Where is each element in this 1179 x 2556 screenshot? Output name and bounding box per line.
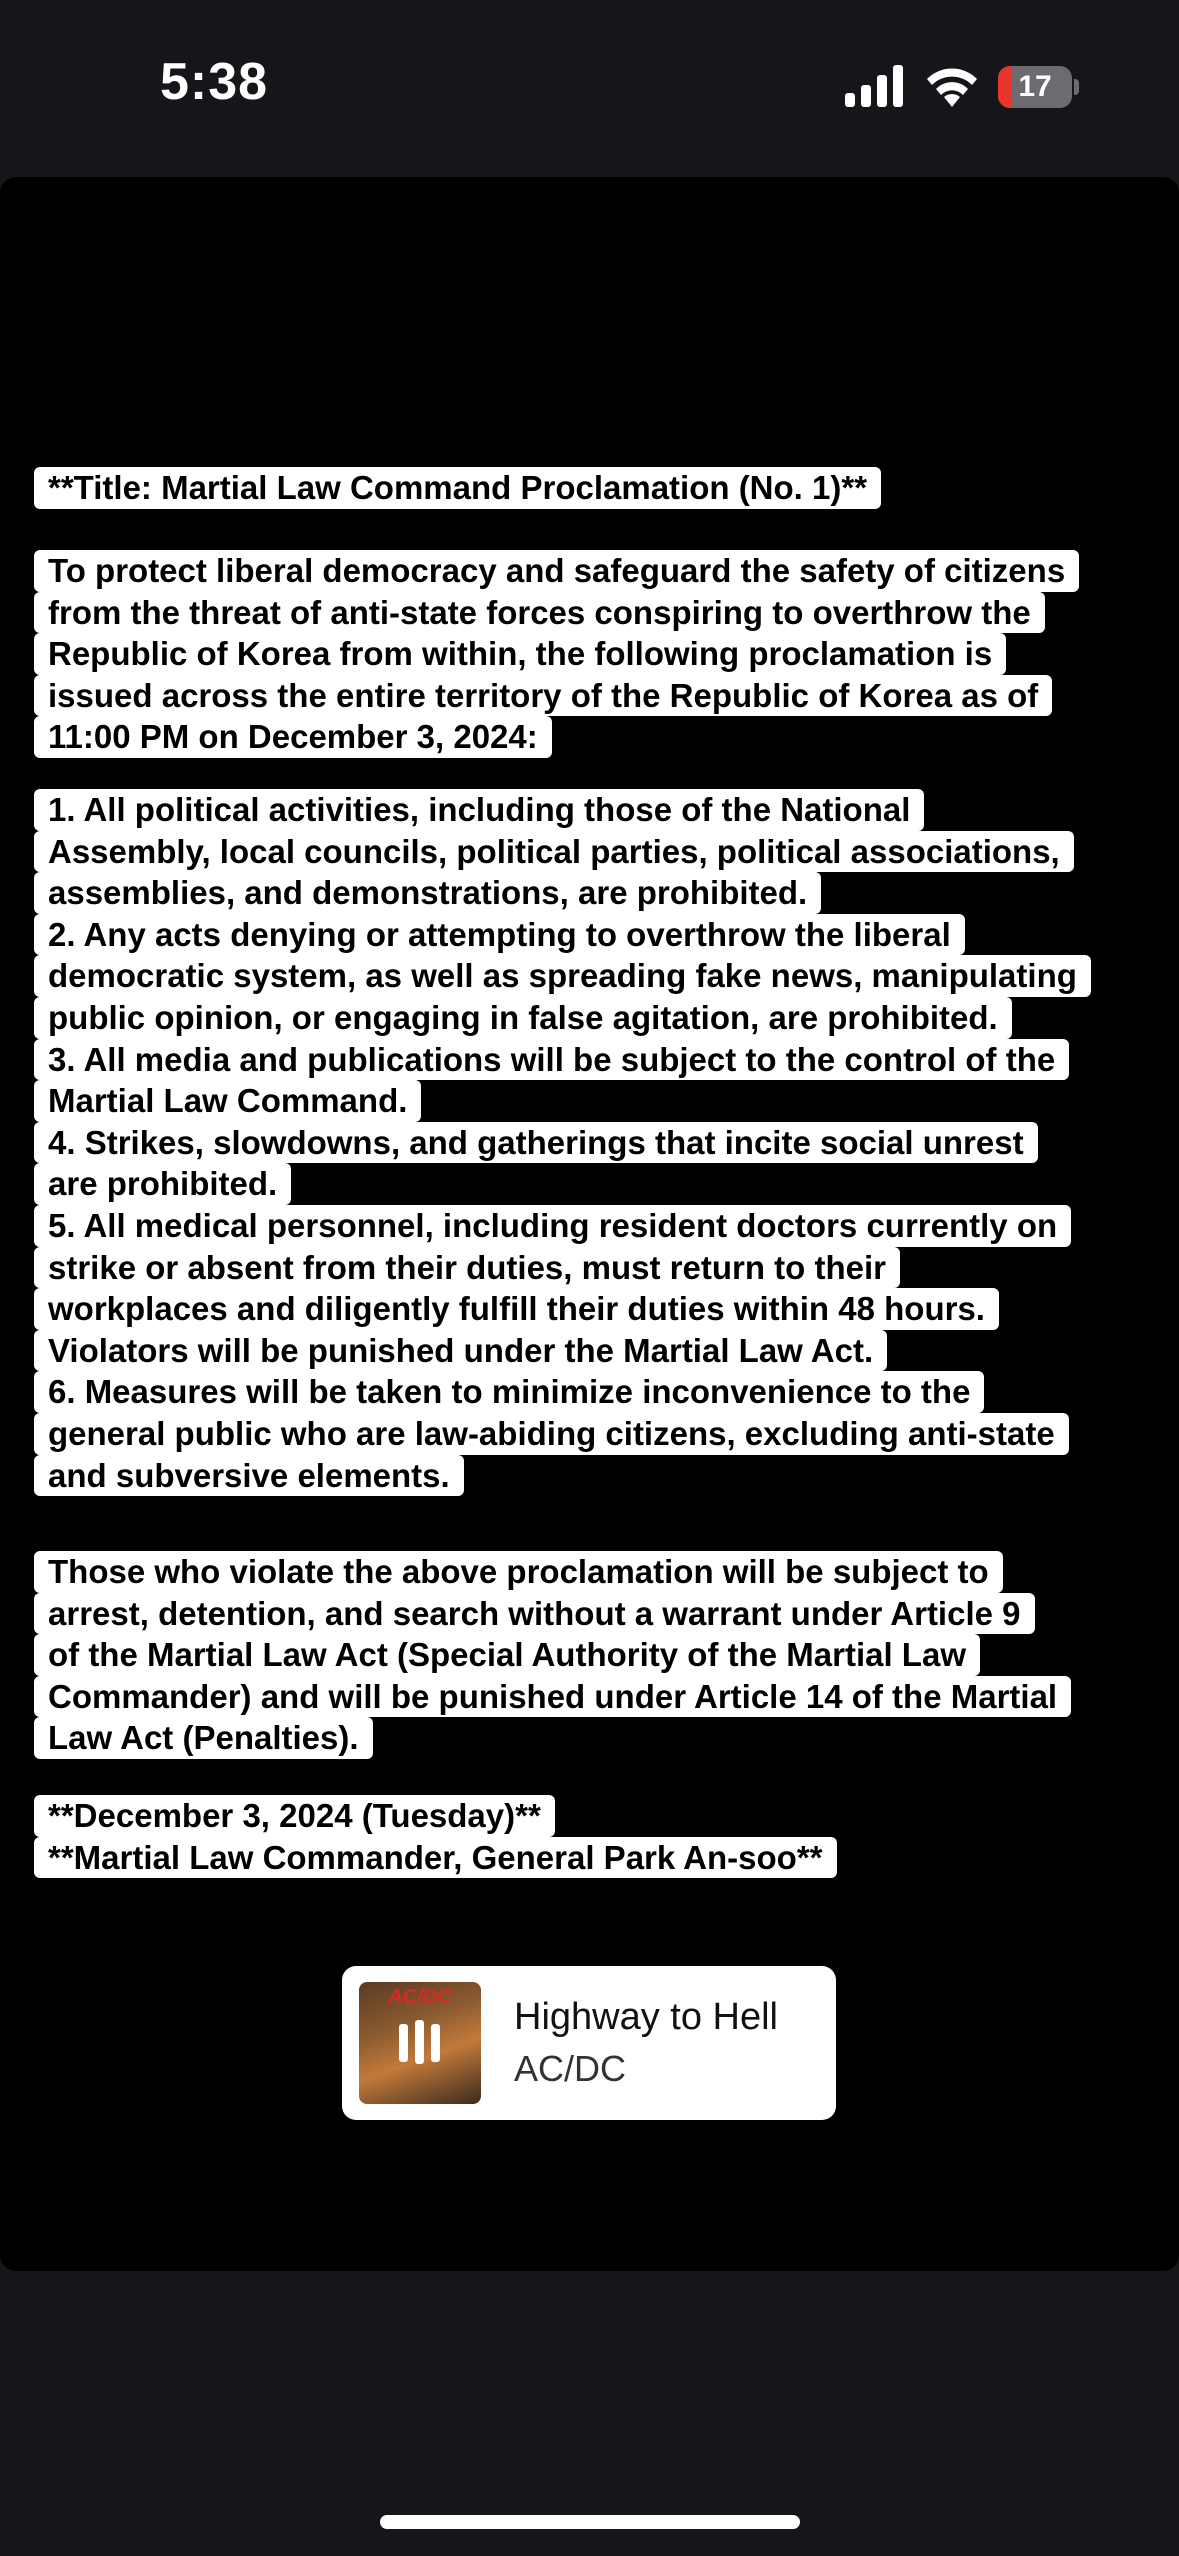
- item-line: 3. All media and publications will be subject to the control of the: [34, 1039, 1069, 1081]
- music-sticker[interactable]: [342, 1966, 836, 2120]
- item-line: Martial Law Command.: [34, 1080, 421, 1122]
- signature-line: **Martial Law Commander, General Park An-soo**: [34, 1837, 837, 1879]
- penalty-line: Those who violate the above proclamation will be subject to: [34, 1551, 1003, 1593]
- status-bar: [0, 0, 1179, 170]
- penalty-line: of the Martial Law Act (Special Authority of the Martial Law: [34, 1634, 980, 1676]
- item-line: and subversive elements.: [34, 1455, 464, 1497]
- track-title: Highway to Hell: [514, 1996, 778, 2038]
- proclamation-penalty: [34, 1551, 1174, 1759]
- album-art: [359, 1982, 481, 2104]
- status-time: 5:38: [160, 53, 269, 111]
- cellular-signal-icon: [845, 65, 905, 107]
- intro-line: issued across the entire territory of the Republic of Korea as of: [34, 675, 1052, 717]
- wifi-icon: [924, 63, 980, 107]
- penalty-line: Commander) and will be punished under Article 14 of the Martial: [34, 1676, 1071, 1718]
- item-line: strike or absent from their duties, must return to their: [34, 1247, 900, 1289]
- item-line: assemblies, and demonstrations, are prohibited.: [34, 872, 821, 914]
- item-line: are prohibited.: [34, 1163, 291, 1205]
- proclamation-items: [34, 789, 1174, 1496]
- signature-line: **December 3, 2024 (Tuesday)**: [34, 1795, 555, 1837]
- item-line: 1. All political activities, including those of the National: [34, 789, 924, 831]
- penalty-line: arrest, detention, and search without a warrant under Article 9: [34, 1593, 1035, 1635]
- item-line: 2. Any acts denying or attempting to overthrow the liberal: [34, 914, 965, 956]
- item-line: Violators will be punished under the Martial Law Act.: [34, 1330, 887, 1372]
- proclamation-signature: [34, 1795, 1174, 1878]
- intro-line: from the threat of anti-state forces conspiring to overthrow the: [34, 592, 1045, 634]
- proclamation-intro: [34, 550, 1174, 758]
- battery-icon: [998, 66, 1078, 108]
- home-indicator[interactable]: [380, 2515, 800, 2529]
- item-line: democratic system, as well as spreading fake news, manipulating: [34, 955, 1091, 997]
- item-line: general public who are law-abiding citizens, excluding anti-state: [34, 1413, 1069, 1455]
- track-artist: AC/DC: [514, 2048, 627, 2089]
- album-logo: AC/DC: [388, 1986, 452, 2008]
- battery-level: 17: [1018, 70, 1052, 103]
- item-line: 5. All medical personnel, including resident doctors currently on: [34, 1205, 1071, 1247]
- proclamation-title: [34, 467, 1174, 509]
- intro-line: To protect liberal democracy and safeguard the safety of citizens: [34, 550, 1079, 592]
- item-line: 4. Strikes, slowdowns, and gatherings that incite social unrest: [34, 1122, 1038, 1164]
- item-line: public opinion, or engaging in false agitation, are prohibited.: [34, 997, 1012, 1039]
- intro-line: Republic of Korea from within, the following proclamation is: [34, 633, 1006, 675]
- title-line: **Title: Martial Law Command Proclamation (No. 1)**: [34, 467, 881, 509]
- intro-line: 11:00 PM on December 3, 2024:: [34, 716, 552, 758]
- penalty-line: Law Act (Penalties).: [34, 1717, 373, 1759]
- pause-icon[interactable]: [395, 2018, 445, 2068]
- item-line: Assembly, local councils, political parties, political associations,: [34, 831, 1074, 873]
- story-canvas[interactable]: [0, 177, 1179, 2271]
- item-line: workplaces and diligently fulfill their duties within 48 hours.: [34, 1288, 999, 1330]
- item-line: 6. Measures will be taken to minimize inconvenience to the: [34, 1371, 984, 1413]
